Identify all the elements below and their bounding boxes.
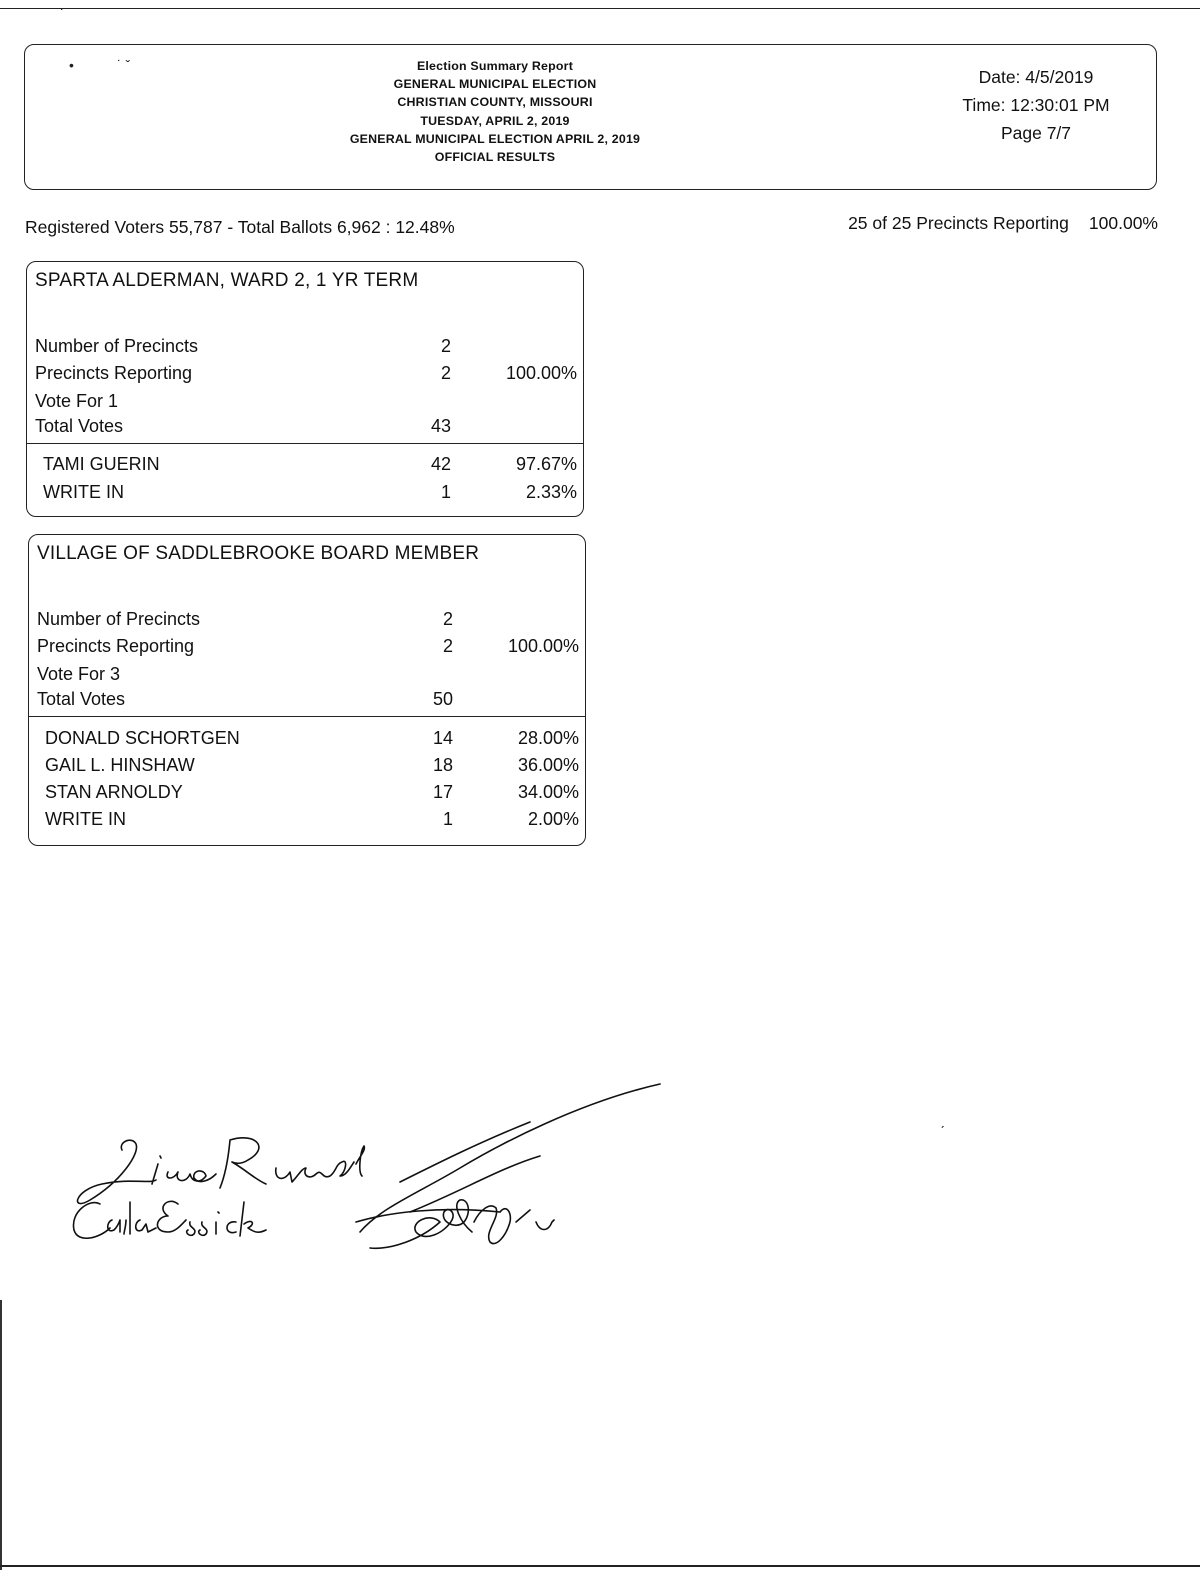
candidate-row: [27, 454, 583, 480]
signature-carla-essick: [73, 1201, 266, 1238]
number-of-precincts-row: [27, 336, 583, 362]
results-status: OFFICIAL RESULTS: [434, 150, 556, 165]
candidate-percent: 28.00%: [517, 728, 579, 748]
precincts-reporting-row: [27, 363, 583, 389]
candidate-name: GAIL L. HINSHAW: [45, 755, 195, 775]
candidate-percent: 2.33%: [525, 482, 577, 502]
candidate-percent: 34.00%: [517, 782, 579, 802]
election-date: TUESDAY, APRIL 2, 2019: [420, 113, 570, 128]
scan-speck: ˙: [60, 6, 65, 22]
candidate-votes: 1: [440, 482, 451, 502]
handwritten-signatures: [60, 1072, 680, 1262]
bottom-rule: [0, 1565, 1200, 1567]
section-divider: [29, 716, 585, 717]
precincts-reporting-row: [29, 636, 585, 662]
contest-title: VILLAGE OF SADDLEBROOKE BOARD MEMBER: [37, 543, 480, 564]
candidate-percent: 97.67%: [515, 454, 577, 474]
precincts-reporting-text: 25 of 25 Precincts Reporting: [848, 213, 1069, 233]
contest-title: SPARTA ALDERMAN, WARD 2, 1 YR TERM: [35, 270, 419, 291]
candidate-votes: 17: [432, 782, 453, 802]
candidate-name: STAN ARNOLDY: [45, 782, 183, 802]
scan-speck: ˏ: [940, 1112, 945, 1128]
candidate-row: [29, 782, 585, 808]
number-of-precincts-row: [29, 609, 585, 635]
report-meta: [926, 63, 1146, 147]
vote-for-row: [29, 664, 585, 690]
row-percent: 100.00%: [505, 363, 577, 383]
row-value: 2: [440, 363, 451, 383]
candidate-row: [29, 755, 585, 781]
candidate-name: WRITE IN: [45, 809, 126, 829]
section-divider: [27, 443, 583, 444]
total-votes-row: [27, 416, 583, 442]
candidate-votes: 18: [432, 755, 453, 775]
county-name: CHRISTIAN COUNTY, MISSOURI: [397, 95, 593, 110]
row-label: Total Votes: [35, 416, 124, 436]
report-time: Time: 12:30:01 PM: [962, 95, 1110, 115]
candidate-row: [29, 809, 585, 835]
report-header: [24, 44, 1157, 190]
row-value: 2: [440, 336, 451, 356]
row-value: 50: [432, 689, 453, 709]
candidate-name: TAMI GUERIN: [43, 454, 160, 474]
row-value: 2: [442, 636, 453, 656]
vote-for-label: Vote For 1: [35, 391, 119, 411]
row-value: 2: [442, 609, 453, 629]
candidate-name: DONALD SCHORTGEN: [45, 728, 240, 748]
scan-speck: ˙ ˇ: [117, 57, 131, 73]
report-date: Date: 4/5/2019: [978, 67, 1094, 87]
top-rule: [0, 8, 1200, 9]
contest-box-saddlebrooke-board: [28, 534, 586, 846]
row-label: Precincts Reporting: [35, 363, 193, 383]
election-full-name: GENERAL MUNICIPAL ELECTION APRIL 2, 2019: [349, 131, 641, 146]
candidate-row: [29, 728, 585, 754]
candidate-row: [27, 482, 583, 508]
candidate-votes: 14: [432, 728, 453, 748]
signature-block: [60, 1072, 680, 1262]
candidate-percent: 36.00%: [517, 755, 579, 775]
election-name: GENERAL MUNICIPAL ELECTION: [393, 77, 597, 92]
candidate-votes: 42: [430, 454, 451, 474]
vote-for-row: [27, 391, 583, 417]
vote-for-label: Vote For 3: [37, 664, 121, 684]
precincts-summary: [848, 213, 1158, 234]
signature-lisa-russell: [78, 1138, 365, 1204]
report-title: Election Summary Report: [416, 59, 574, 73]
candidate-name: WRITE IN: [43, 482, 124, 502]
precincts-reporting-percent: 100.00%: [1088, 213, 1158, 233]
candidate-votes: 1: [442, 809, 453, 829]
row-percent: 100.00%: [507, 636, 579, 656]
row-label: Total Votes: [37, 689, 126, 709]
row-value: 43: [430, 416, 451, 436]
row-label: Number of Precincts: [37, 609, 201, 629]
total-votes-row: [29, 689, 585, 715]
candidate-percent: 2.00%: [527, 809, 579, 829]
report-title-block: [285, 57, 705, 166]
contest-box-sparta-alderman: [26, 261, 584, 517]
scan-speck: •: [69, 57, 74, 73]
registered-voters-summary: Registered Voters 55,787 - Total Ballots 6,962 : 12.48%: [25, 217, 455, 237]
signature-third: [360, 1084, 660, 1248]
page-number: Page 7/7: [1000, 123, 1072, 143]
row-label: Precincts Reporting: [37, 636, 195, 656]
left-margin-rule: [0, 1300, 2, 1570]
row-label: Number of Precincts: [35, 336, 199, 356]
